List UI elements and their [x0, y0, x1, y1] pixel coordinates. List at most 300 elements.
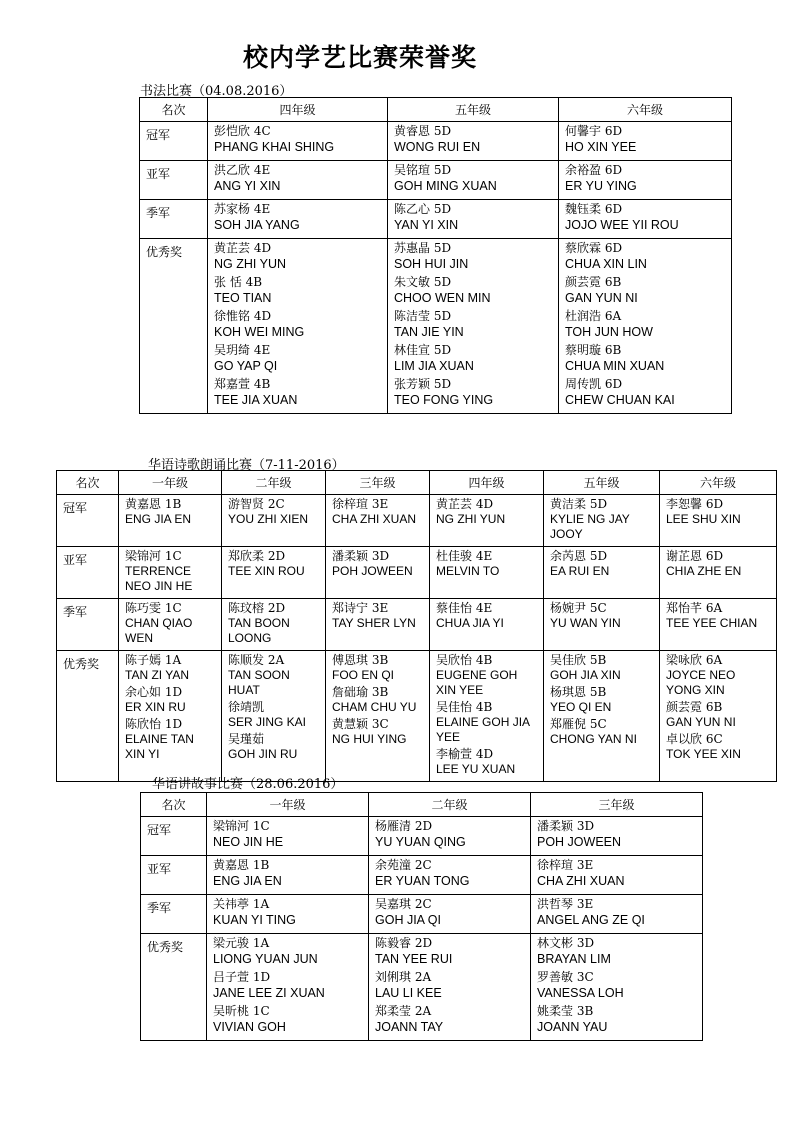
- winner-entry: [537, 936, 698, 968]
- english-name: EUGENE GOH XIN YEE: [436, 668, 518, 697]
- chinese-name: 梁元骏 1A: [213, 936, 270, 950]
- english-name: TAY SHER LYN: [332, 616, 416, 630]
- table-row: [140, 122, 732, 161]
- english-name: CHAM CHU YU: [332, 700, 417, 714]
- winner-entry: [394, 163, 554, 195]
- english-name: NG ZHI YUN: [436, 512, 506, 526]
- chinese-name: 陈毅睿 2D: [375, 936, 433, 950]
- english-name: GOH JIN RU: [228, 747, 298, 761]
- winner-cell: [544, 651, 660, 782]
- grade-header: 一年级: [119, 471, 222, 495]
- chinese-name: 卓以欣 6C: [666, 732, 723, 746]
- table-row: [141, 856, 703, 895]
- chinese-name: 梁咏欣 6A: [666, 653, 723, 667]
- rank-cell: 亚军: [140, 161, 208, 200]
- chinese-name: 李榆萱 4D: [436, 747, 494, 761]
- chinese-name: 潘柔颖 3D: [537, 819, 595, 833]
- rank-cell: 优秀奖: [140, 239, 208, 414]
- winner-entry: [565, 309, 727, 341]
- winner-entry: [394, 241, 554, 273]
- winner-cell: [369, 895, 531, 934]
- english-name: YU YUAN QING: [375, 835, 466, 849]
- winner-entry: [436, 700, 539, 745]
- chinese-name: 林佳宣 5D: [394, 343, 452, 357]
- chinese-name: 陈玟榕 2D: [228, 601, 286, 615]
- winner-entry: [666, 653, 772, 698]
- winner-entry: [436, 653, 539, 698]
- english-name: TERRENCE NEO JIN HE: [125, 564, 193, 593]
- english-name: YOU ZHI XIEN: [228, 512, 309, 526]
- winner-entry: [125, 497, 217, 527]
- rank-header: 名次: [140, 98, 208, 122]
- english-name: BRAYAN LIM: [537, 952, 611, 966]
- chinese-name: 杨雁清 2D: [375, 819, 433, 833]
- winner-cell: [559, 122, 732, 161]
- winner-entry: [214, 124, 383, 156]
- english-name: ER YU YING: [565, 179, 637, 193]
- english-name: TOK YEE XIN: [666, 747, 741, 761]
- english-name: PHANG KHAI SHING: [214, 140, 335, 154]
- winner-entry: [214, 163, 383, 195]
- chinese-name: 吴嘉琪 2C: [375, 897, 432, 911]
- winner-entry: [550, 653, 655, 683]
- winner-entry: [394, 275, 554, 307]
- grade-header: 三年级: [531, 793, 703, 817]
- chinese-name: 周传凯 6D: [565, 377, 623, 391]
- winner-entry: [565, 377, 727, 409]
- winner-cell: [326, 651, 430, 782]
- rank-cell: 优秀奖: [141, 934, 207, 1041]
- table-row: [57, 651, 777, 782]
- chinese-name: 黄芷芸 4D: [214, 241, 272, 255]
- chinese-name: 徐梓瑄 3E: [537, 858, 594, 872]
- grade-header: 五年级: [544, 471, 660, 495]
- english-name: ENG JIA EN: [125, 512, 192, 526]
- chinese-name: 朱文敏 5D: [394, 275, 452, 289]
- winner-cell: [660, 547, 777, 599]
- chinese-name: 吴佳怡 4B: [436, 700, 493, 714]
- chinese-name: 吴瑾茹: [228, 732, 265, 746]
- chinese-name: 颜芸霓 6B: [666, 700, 723, 714]
- chinese-name: 陈洁莹 5D: [394, 309, 452, 323]
- header-row: [141, 793, 703, 817]
- english-name: LAU LI KEE: [375, 986, 442, 1000]
- winner-entry: [228, 497, 321, 527]
- winner-cell: [531, 895, 703, 934]
- english-name: TAN SOON HUAT: [228, 668, 290, 697]
- chinese-name: 陈顺发 2A: [228, 653, 285, 667]
- winner-cell: [369, 856, 531, 895]
- english-name: ELAINE TAN XIN YI: [125, 732, 194, 761]
- english-name: NG ZHI YUN: [214, 257, 286, 271]
- winner-cell: [222, 547, 326, 599]
- poetry-table: [56, 470, 777, 782]
- chinese-name: 洪哲琴 3E: [537, 897, 594, 911]
- winner-cell: [388, 200, 559, 239]
- winner-entry: [213, 936, 364, 968]
- english-name: JOANN TAY: [375, 1020, 444, 1034]
- chinese-name: 陈乙心 5D: [394, 202, 452, 216]
- english-name: SER JING KAI: [228, 715, 307, 729]
- winner-cell: [326, 599, 430, 651]
- winner-entry: [213, 1004, 364, 1036]
- winner-entry: [565, 124, 727, 156]
- winner-entry: [394, 377, 554, 409]
- winner-entry: [375, 819, 526, 851]
- chinese-name: 苏家杨 4E: [214, 202, 271, 216]
- grade-header: 二年级: [369, 793, 531, 817]
- storytelling-caption: 华语讲故事比赛（28.06.2016）: [152, 777, 344, 792]
- english-name: LIM JIA XUAN: [394, 359, 474, 373]
- chinese-name: 郑雁倪 5C: [550, 717, 607, 731]
- winner-entry: [214, 275, 383, 307]
- winner-entry: [436, 747, 539, 777]
- winner-entry: [537, 897, 698, 929]
- winner-cell: [208, 200, 388, 239]
- winner-entry: [332, 717, 425, 747]
- english-name: CHOO WEN MIN: [394, 291, 491, 305]
- english-name: JANE LEE ZI XUAN: [213, 986, 325, 1000]
- chinese-name: 关祎葶 1A: [213, 897, 270, 911]
- winner-cell: [544, 547, 660, 599]
- winner-entry: [332, 653, 425, 683]
- chinese-name: 潘柔颖 3D: [332, 549, 390, 563]
- grade-header: 三年级: [326, 471, 430, 495]
- english-name: CHUA MIN XUAN: [565, 359, 665, 373]
- chinese-name: 黄慧颖 3C: [332, 717, 389, 731]
- winner-entry: [550, 601, 655, 631]
- winner-cell: [660, 495, 777, 547]
- winner-cell: [208, 161, 388, 200]
- winner-entry: [375, 897, 526, 929]
- winner-entry: [565, 343, 727, 375]
- poetry-caption: 华语诗歌朗诵比赛（7-11-2016）: [148, 458, 345, 473]
- winner-cell: [207, 934, 369, 1041]
- winner-cell: [559, 161, 732, 200]
- chinese-name: 陈欣怡 1D: [125, 717, 183, 731]
- winner-entry: [666, 601, 772, 631]
- winner-entry: [125, 685, 217, 715]
- chinese-name: 李恕馨 6D: [666, 497, 724, 511]
- chinese-name: 梁锦河 1C: [125, 549, 182, 563]
- winner-entry: [666, 497, 772, 527]
- english-name: FOO EN QI: [332, 668, 395, 682]
- winner-entry: [436, 601, 539, 631]
- winner-cell: [660, 599, 777, 651]
- winner-cell: [208, 122, 388, 161]
- grade-header: 二年级: [222, 471, 326, 495]
- winner-cell: [207, 817, 369, 856]
- winner-cell: [660, 651, 777, 782]
- english-name: GO YAP QI: [214, 359, 278, 373]
- english-name: TAN BOON LOONG: [228, 616, 290, 645]
- chinese-name: 洪乙欣 4E: [214, 163, 271, 177]
- winner-cell: [207, 895, 369, 934]
- chinese-name: 杨琪恩 5B: [550, 685, 607, 699]
- chinese-name: 郑柔莹 2A: [375, 1004, 432, 1018]
- winner-entry: [537, 858, 698, 890]
- rank-cell: 季军: [140, 200, 208, 239]
- winner-entry: [228, 732, 321, 762]
- chinese-name: 吴玥绮 4E: [214, 343, 271, 357]
- winner-entry: [550, 717, 655, 747]
- winner-entry: [666, 700, 772, 730]
- winner-entry: [228, 549, 321, 579]
- grade-header: 一年级: [207, 793, 369, 817]
- chinese-name: 陈巧雯 1C: [125, 601, 182, 615]
- english-name: ELAINE GOH JIA YEE: [436, 715, 530, 744]
- chinese-name: 吴铭瑄 5D: [394, 163, 452, 177]
- chinese-name: 黄睿恩 5D: [394, 124, 452, 138]
- winner-entry: [537, 970, 698, 1002]
- page-title: 校内学艺比赛荣誉奖: [242, 43, 477, 72]
- rank-header: 名次: [141, 793, 207, 817]
- chinese-name: 郑诗宁 3E: [332, 601, 389, 615]
- winner-entry: [214, 377, 383, 409]
- english-name: EA RUI EN: [550, 564, 610, 578]
- winner-cell: [388, 161, 559, 200]
- winner-entry: [394, 343, 554, 375]
- chinese-name: 余芮恩 5D: [550, 549, 608, 563]
- winner-cell: [388, 239, 559, 414]
- winner-cell: [531, 934, 703, 1041]
- chinese-name: 蔡欣霖 6D: [565, 241, 623, 255]
- chinese-name: 谢芷恩 6D: [666, 549, 724, 563]
- chinese-name: 林文彬 3D: [537, 936, 595, 950]
- winner-cell: [559, 239, 732, 414]
- calligraphy-table: [139, 97, 732, 414]
- table-row: [141, 934, 703, 1041]
- english-name: LIONG YUAN JUN: [213, 952, 318, 966]
- winner-entry: [214, 241, 383, 273]
- english-name: TEO TIAN: [214, 291, 272, 305]
- winner-cell: [531, 856, 703, 895]
- winner-cell: [222, 651, 326, 782]
- winner-cell: [222, 599, 326, 651]
- chinese-name: 罗善敏 3C: [537, 970, 594, 984]
- winner-cell: [531, 817, 703, 856]
- english-name: VIVIAN GOH: [213, 1020, 286, 1034]
- winner-entry: [125, 601, 217, 646]
- chinese-name: 詹础瑜 3B: [332, 685, 389, 699]
- winner-cell: [430, 651, 544, 782]
- english-name: GOH MING XUAN: [394, 179, 497, 193]
- winner-cell: [326, 547, 430, 599]
- grade-header: 四年级: [208, 98, 388, 122]
- english-name: SOH HUI JIN: [394, 257, 469, 271]
- english-name: VANESSA LOH: [537, 986, 624, 1000]
- winner-entry: [228, 700, 321, 730]
- chinese-name: 杨婉尹 5C: [550, 601, 607, 615]
- winner-entry: [332, 549, 425, 579]
- winner-cell: [544, 599, 660, 651]
- chinese-name: 郑怡芊 6A: [666, 601, 723, 615]
- english-name: CHIA ZHE EN: [666, 564, 742, 578]
- chinese-name: 吕子萱 1D: [213, 970, 271, 984]
- rank-cell: 优秀奖: [57, 651, 119, 782]
- english-name: CHUA XIN LIN: [565, 257, 647, 271]
- english-name: CHA ZHI XUAN: [537, 874, 625, 888]
- winner-cell: [119, 599, 222, 651]
- winner-entry: [213, 819, 364, 851]
- rank-cell: 冠军: [57, 495, 119, 547]
- english-name: TOH JUN HOW: [565, 325, 653, 339]
- winner-entry: [394, 124, 554, 156]
- grade-header: 六年级: [559, 98, 732, 122]
- winner-entry: [537, 1004, 698, 1036]
- chinese-name: 徐惟铭 4D: [214, 309, 272, 323]
- rank-cell: 季军: [57, 599, 119, 651]
- chinese-name: 吴欣怡 4B: [436, 653, 493, 667]
- chinese-name: 余苑潼 2C: [375, 858, 432, 872]
- english-name: TAN YEE RUI: [375, 952, 453, 966]
- chinese-name: 余裕盈 6D: [565, 163, 623, 177]
- winner-cell: [544, 495, 660, 547]
- winner-cell: [559, 200, 732, 239]
- english-name: GOH JIA QI: [375, 913, 441, 927]
- winner-entry: [332, 497, 425, 527]
- winner-entry: [228, 653, 321, 698]
- english-name: CHUA JIA YI: [436, 616, 504, 630]
- rank-cell: 冠军: [140, 122, 208, 161]
- winner-entry: [565, 241, 727, 273]
- chinese-name: 彭恺欣 4C: [214, 124, 271, 138]
- winner-entry: [550, 685, 655, 715]
- english-name: WONG RUI EN: [394, 140, 481, 154]
- winner-entry: [550, 549, 655, 579]
- winner-cell: [369, 934, 531, 1041]
- chinese-name: 游智贤 2C: [228, 497, 285, 511]
- english-name: KYLIE NG JAY JOOY: [550, 512, 630, 541]
- chinese-name: 蔡佳怡 4E: [436, 601, 493, 615]
- chinese-name: 何馨宇 6D: [565, 124, 623, 138]
- english-name: NG HUI YING: [332, 732, 407, 746]
- chinese-name: 郑嘉萱 4B: [214, 377, 271, 391]
- chinese-name: 黄洁柔 5D: [550, 497, 608, 511]
- winner-entry: [394, 202, 554, 234]
- rank-cell: 亚军: [141, 856, 207, 895]
- english-name: POH JOWEEN: [332, 564, 413, 578]
- english-name: YAN YI XIN: [394, 218, 459, 232]
- english-name: POH JOWEEN: [537, 835, 622, 849]
- table-row: [140, 239, 732, 414]
- english-name: CHONG YAN NI: [550, 732, 637, 746]
- english-name: ER YUAN TONG: [375, 874, 470, 888]
- winner-entry: [565, 275, 727, 307]
- rank-cell: 季军: [141, 895, 207, 934]
- chinese-name: 郑欣柔 2D: [228, 549, 286, 563]
- english-name: TEE XIN ROU: [228, 564, 305, 578]
- rank-cell: 冠军: [141, 817, 207, 856]
- storytelling-table: [140, 792, 703, 1041]
- chinese-name: 黄嘉恩 1B: [213, 858, 270, 872]
- winner-entry: [332, 685, 425, 715]
- english-name: NEO JIN HE: [213, 835, 284, 849]
- rank-cell: 亚军: [57, 547, 119, 599]
- english-name: ANG YI XIN: [214, 179, 281, 193]
- winner-entry: [332, 601, 425, 631]
- english-name: ANGEL ANG ZE QI: [537, 913, 645, 927]
- winner-entry: [228, 601, 321, 646]
- winner-entry: [565, 163, 727, 195]
- table-row: [57, 547, 777, 599]
- winner-cell: [119, 651, 222, 782]
- chinese-name: 张 恬 4B: [214, 275, 263, 289]
- winner-cell: [119, 547, 222, 599]
- winner-cell: [430, 495, 544, 547]
- winner-entry: [666, 732, 772, 762]
- chinese-name: 魏钰柔 6D: [565, 202, 623, 216]
- grade-header: 六年级: [660, 471, 777, 495]
- winner-entry: [375, 858, 526, 890]
- winner-cell: [430, 599, 544, 651]
- winner-cell: [369, 817, 531, 856]
- chinese-name: 杜润浩 6A: [565, 309, 622, 323]
- calligraphy-caption: 书法比赛（04.08.2016）: [140, 84, 293, 99]
- winner-entry: [214, 309, 383, 341]
- winner-entry: [214, 343, 383, 375]
- winner-cell: [208, 239, 388, 414]
- winner-entry: [375, 1004, 526, 1036]
- table-row: [57, 599, 777, 651]
- winner-entry: [666, 549, 772, 579]
- header-row: [140, 98, 732, 122]
- english-name: KOH WEI MING: [214, 325, 305, 339]
- english-name: GOH JIA XIN: [550, 668, 621, 682]
- chinese-name: 徐靖凯: [228, 700, 265, 714]
- english-name: CHEW CHUAN KAI: [565, 393, 675, 407]
- chinese-name: 陈子嫣 1A: [125, 653, 182, 667]
- winner-cell: [207, 856, 369, 895]
- winner-entry: [213, 970, 364, 1002]
- english-name: KUAN YI TING: [213, 913, 296, 927]
- english-name: LEE SHU XIN: [666, 512, 741, 526]
- chinese-name: 苏惠晶 5D: [394, 241, 452, 255]
- chinese-name: 姚柔莹 3B: [537, 1004, 594, 1018]
- winner-cell: [430, 547, 544, 599]
- english-name: TEO FONG YING: [394, 393, 494, 407]
- chinese-name: 黄芷芸 4D: [436, 497, 494, 511]
- winner-cell: [388, 122, 559, 161]
- winner-entry: [394, 309, 554, 341]
- table-row: [141, 895, 703, 934]
- winner-entry: [375, 936, 526, 968]
- chinese-name: 余心如 1D: [125, 685, 183, 699]
- english-name: JOANN YAU: [537, 1020, 608, 1034]
- winner-cell: [222, 495, 326, 547]
- chinese-name: 黄嘉恩 1B: [125, 497, 182, 511]
- chinese-name: 傅恩琪 3B: [332, 653, 389, 667]
- english-name: GAN YUN NI: [565, 291, 638, 305]
- winner-entry: [537, 819, 698, 851]
- chinese-name: 张芳颖 5D: [394, 377, 452, 391]
- winner-entry: [214, 202, 383, 234]
- rank-header: 名次: [57, 471, 119, 495]
- english-name: YU WAN YIN: [550, 616, 621, 630]
- winner-entry: [125, 549, 217, 594]
- winner-entry: [550, 497, 655, 542]
- english-name: ENG JIA EN: [213, 874, 282, 888]
- english-name: CHA ZHI XUAN: [332, 512, 417, 526]
- table-row: [141, 817, 703, 856]
- chinese-name: 梁锦河 1C: [213, 819, 270, 833]
- chinese-name: 吴佳欣 5B: [550, 653, 607, 667]
- winner-cell: [119, 495, 222, 547]
- english-name: YEO QI EN: [550, 700, 612, 714]
- winner-entry: [213, 858, 364, 890]
- grade-header: 五年级: [388, 98, 559, 122]
- english-name: HO XIN YEE: [565, 140, 637, 154]
